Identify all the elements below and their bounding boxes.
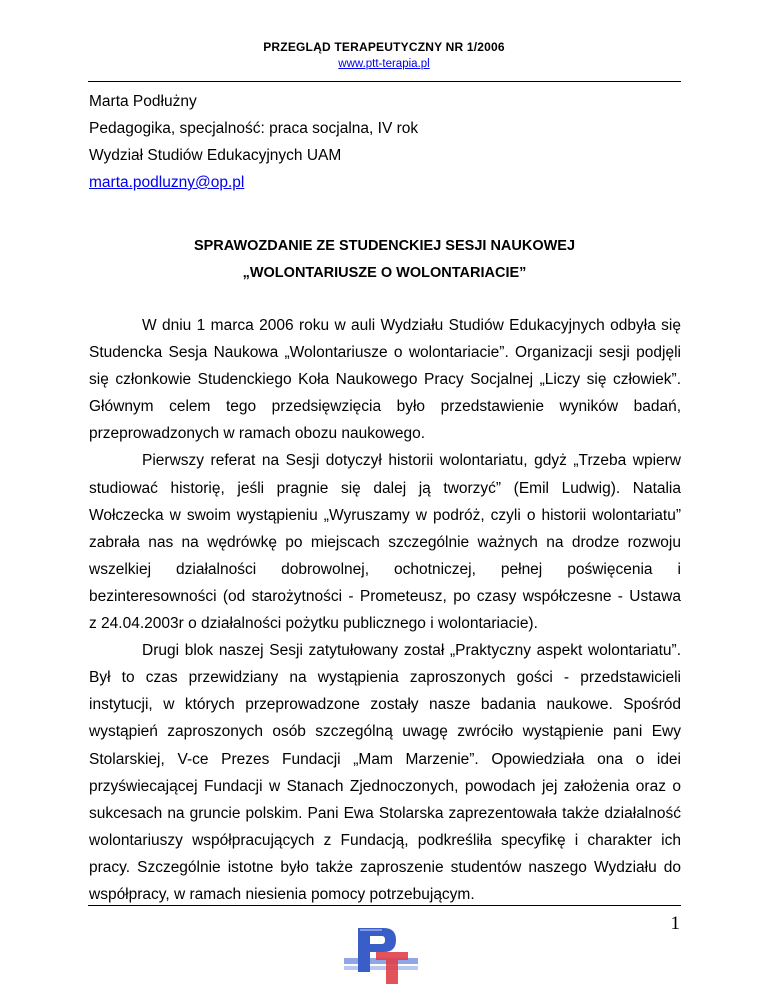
body-line: pracy. Szczególnie istotne było także zaproszenie studentów naszego Wydziału do [89, 858, 681, 876]
body-line: Głównym celem tego przedsięwzięcia było przedstawienie wyników badań, [89, 398, 681, 416]
body-line: W dniu 1 marca 2006 roku w auli Wydziału Studiów Edukacyjnych odbyła się [142, 317, 681, 334]
ptt-logo-icon [336, 922, 426, 988]
body-line: studiować historię, jeśli pragnie się dalej ją tworzyć” (Emil Ludwig). Natalia [89, 479, 681, 497]
body-line: przeprowadzonych w ramach obozu naukowego. [89, 425, 426, 443]
body-line: zabrała nas na wędrówkę po miejscach szczególnie ważnych na drodze rozwoju [89, 533, 681, 551]
report-title [88, 233, 681, 287]
report-title-line-1: SPRAWOZDANIE ZE STUDENCKIEJ SESJI NAUKOWEJ [193, 238, 576, 254]
journal-url-link[interactable]: www.ptt-terapia.pl [338, 58, 430, 70]
report-body [89, 312, 681, 908]
footer-rule [88, 905, 681, 906]
page-number: 1 [670, 913, 680, 934]
body-line: wystąpień zaproszonych osób szczególną uwagę zwróciło wystąpienie pani Ewy [89, 723, 681, 741]
body-line: bezinteresowności (od starożytności - Prometeusz, po czasy współczesne - Ustawa [89, 587, 681, 605]
body-line: Drugi blok naszej Sesji zatytułowany został „Praktyczny aspekt wolontariatu”. [142, 642, 681, 660]
header-rule [88, 81, 681, 82]
body-line: sukcesach na gruncie polskim. Pani Ewa Stolarska zaprezentowała także działalność [89, 804, 681, 822]
body-line: współpracy, w ramach niesienia pomocy potrzebującym. [89, 885, 475, 903]
body-line: wolontariuszy współpracujących z Fundacją, podkreśliła specyfikę i charakter ich [89, 831, 681, 849]
body-line: Wołczecka w swoim wystąpieniu „Wyruszamy w podróż, czyli o historii wolontariatu” [89, 506, 681, 524]
journal-title: PRZEGLĄD TERAPEUTYCZNY NR 1/2006 [263, 40, 505, 54]
body-line: Był to czas przewidziany na wystąpienia zaproszonych gości - przedstawicieli [89, 669, 681, 687]
body-line: przyświecającej Fundacji w Stanach Zjednoczonych, powodach jej założenia oraz o [89, 777, 681, 795]
report-title-line-2: „WOLONTARIUSZE O WOLONTARIACIE” [242, 265, 527, 281]
body-line: Studencka Sesja Naukowa „Wolontariusze o wolontariacie”. Organizacji sesji podjęli [89, 344, 681, 362]
body-line: się członkowie Studenckiego Koła Naukowego Pracy Socjalnej „Liczy się człowiek”. [89, 371, 681, 389]
author-name: Marta Podłużny [89, 93, 197, 110]
author-email-link[interactable]: marta.podluzny@op.pl [89, 174, 245, 191]
body-line: z 24.04.2003r o działalności pożytku publicznego i wolontariacie). [89, 615, 538, 633]
author-faculty: Wydział Studiów Edukacyjnych UAM [89, 147, 342, 164]
body-line: wszelkiej działalności dobrowolnej, ochotniczej, pełnej poświęcenia i [89, 560, 681, 578]
author-block [89, 88, 418, 196]
author-field: Pedagogika, specjalność: praca socjalna, IV rok [89, 120, 419, 137]
body-line: Stolarskiej, V-ce Prezes Fundacji „Mam Marzenie”. Opowiedziała ona o idei [89, 750, 681, 768]
page-header [0, 40, 768, 72]
body-line: Pierwszy referat na Sesji dotyczył historii wolontariatu, gdyż „Trzeba wpierw [142, 452, 681, 470]
body-line: instytucji, w których przeprowadzone zostały nasze badania naukowe. Spośród [89, 696, 681, 714]
